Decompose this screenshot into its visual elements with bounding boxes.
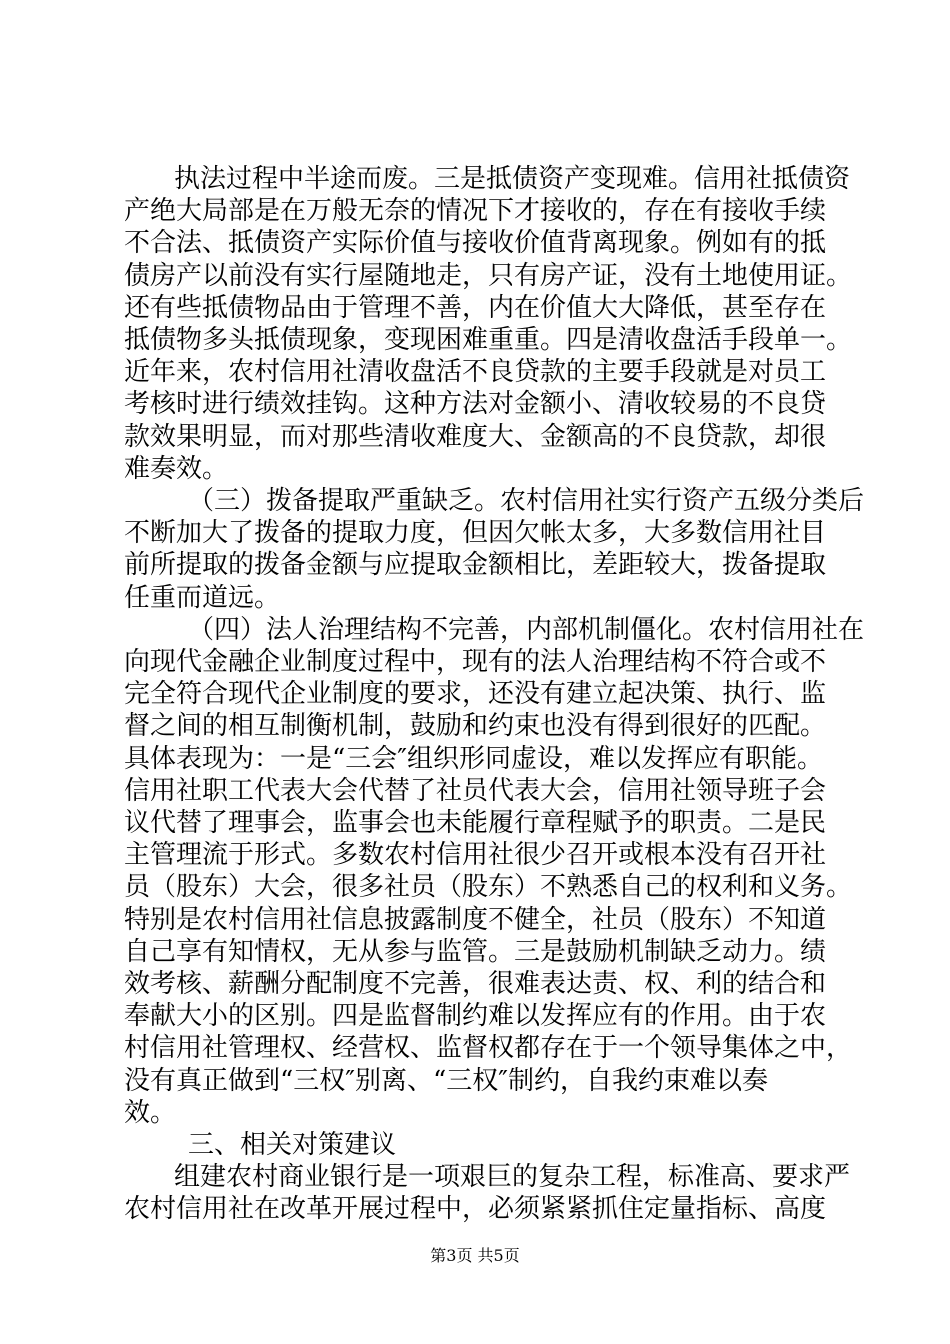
text-line: 三、相关对策建议 [188,1130,397,1160]
text-line: 近年来，农村信用社清收盘活不良贷款的主要手段就是对员工 [124,357,827,388]
text-line: 奉献大小的区别。四是监督制约难以发挥应有的作用。由于农 [124,1001,827,1032]
text-line: 没有真正做到“三权″别离、“三权″制约，自我约束难以奏 [124,1065,769,1096]
text-line: 不合法、抵债资产实际价值与接收价值背离现象。例如有的抵 [124,228,827,259]
text-line: （四）法人治理结构不完善，内部机制僵化。农村信用社在 [188,614,865,645]
text-line: 执法过程中半途而废。三是抵债资产变现难。信用社抵债资 [174,164,851,194]
text-line: 债房产以前没有实行屋随地走，只有房产证，没有土地使用证。 [124,260,853,291]
text-line: 考核时进行绩效挂钩。这种方法对金额小、清收较易的不良贷 [124,389,827,420]
text-line: 款效果明显，而对那些清收难度大、金额高的不良贷款，却很 [124,421,827,452]
text-line: 向现代金融企业制度过程中，现有的法人治理结构不符合或不 [124,647,827,677]
text-line: 还有些抵债物品由于管理不善，内在价值大大降低，甚至存在 [124,292,827,323]
text-line: 组建农村商业银行是一项艰巨的复杂工程，标准高、要求严 [174,1162,851,1193]
text-line: 村信用社管理权、经营权、监督权都存在于一个领导集体之中， [124,1033,853,1064]
text-line: 前所提取的拨备金额与应提取金额相比，差距较大，拨备提取 [124,550,827,581]
text-line: 自己享有知情权，无从参与监管。三是鼓励机制缺乏动力。绩 [124,936,827,967]
text-line: 完全符合现代企业制度的要求，还没有建立起决策、执行、监 [124,679,827,710]
text-line: 难奏效。 [124,453,229,484]
text-line: 信用社职工代表大会代替了社员代表大会，信用社领导班子会 [124,775,827,806]
text-line: 员（股东）大会，很多社员（股东）不熟悉自己的权利和义务。 [124,872,853,903]
text-line: 主管理流于形式。多数农村信用社很少召开或根本没有召开社 [124,840,827,871]
text-line: （三）拨备提取严重缺乏。农村信用社实行资产五级分类后 [188,486,865,516]
text-line: 督之间的相互制衡机制，鼓励和约束也没有得到很好的匹配。 [124,711,827,742]
text-line: 效考核、薪酬分配制度不完善，很难表达责、权、利的结合和 [124,969,827,999]
page-footer: 第3页 共5页 [430,1246,520,1265]
text-line: 不断加大了拨备的提取力度，但因欠帐太多，大多数信用社目 [124,518,827,549]
text-line: 效。 [124,1097,177,1128]
text-line: 产绝大局部是在万般无奈的情况下才接收的，存在有接收手续 [124,196,827,227]
text-line: 特别是农村信用社信息披露制度不健全，社员（股东）不知道 [124,904,827,935]
text-line: 任重而道远。 [124,582,281,613]
text-line: 具体表现为：一是“三会″组织形同虚设，难以发挥应有职能。 [124,743,824,774]
text-line: 抵债物多头抵债现象，变现困难重重。四是清收盘活手段单一。 [124,325,853,355]
text-line: 议代替了理事会，监事会也未能履行章程赋予的职责。二是民 [124,808,827,838]
text-line: 农村信用社在改革开展过程中，必须紧紧抓住定量指标、高度 [124,1194,827,1225]
